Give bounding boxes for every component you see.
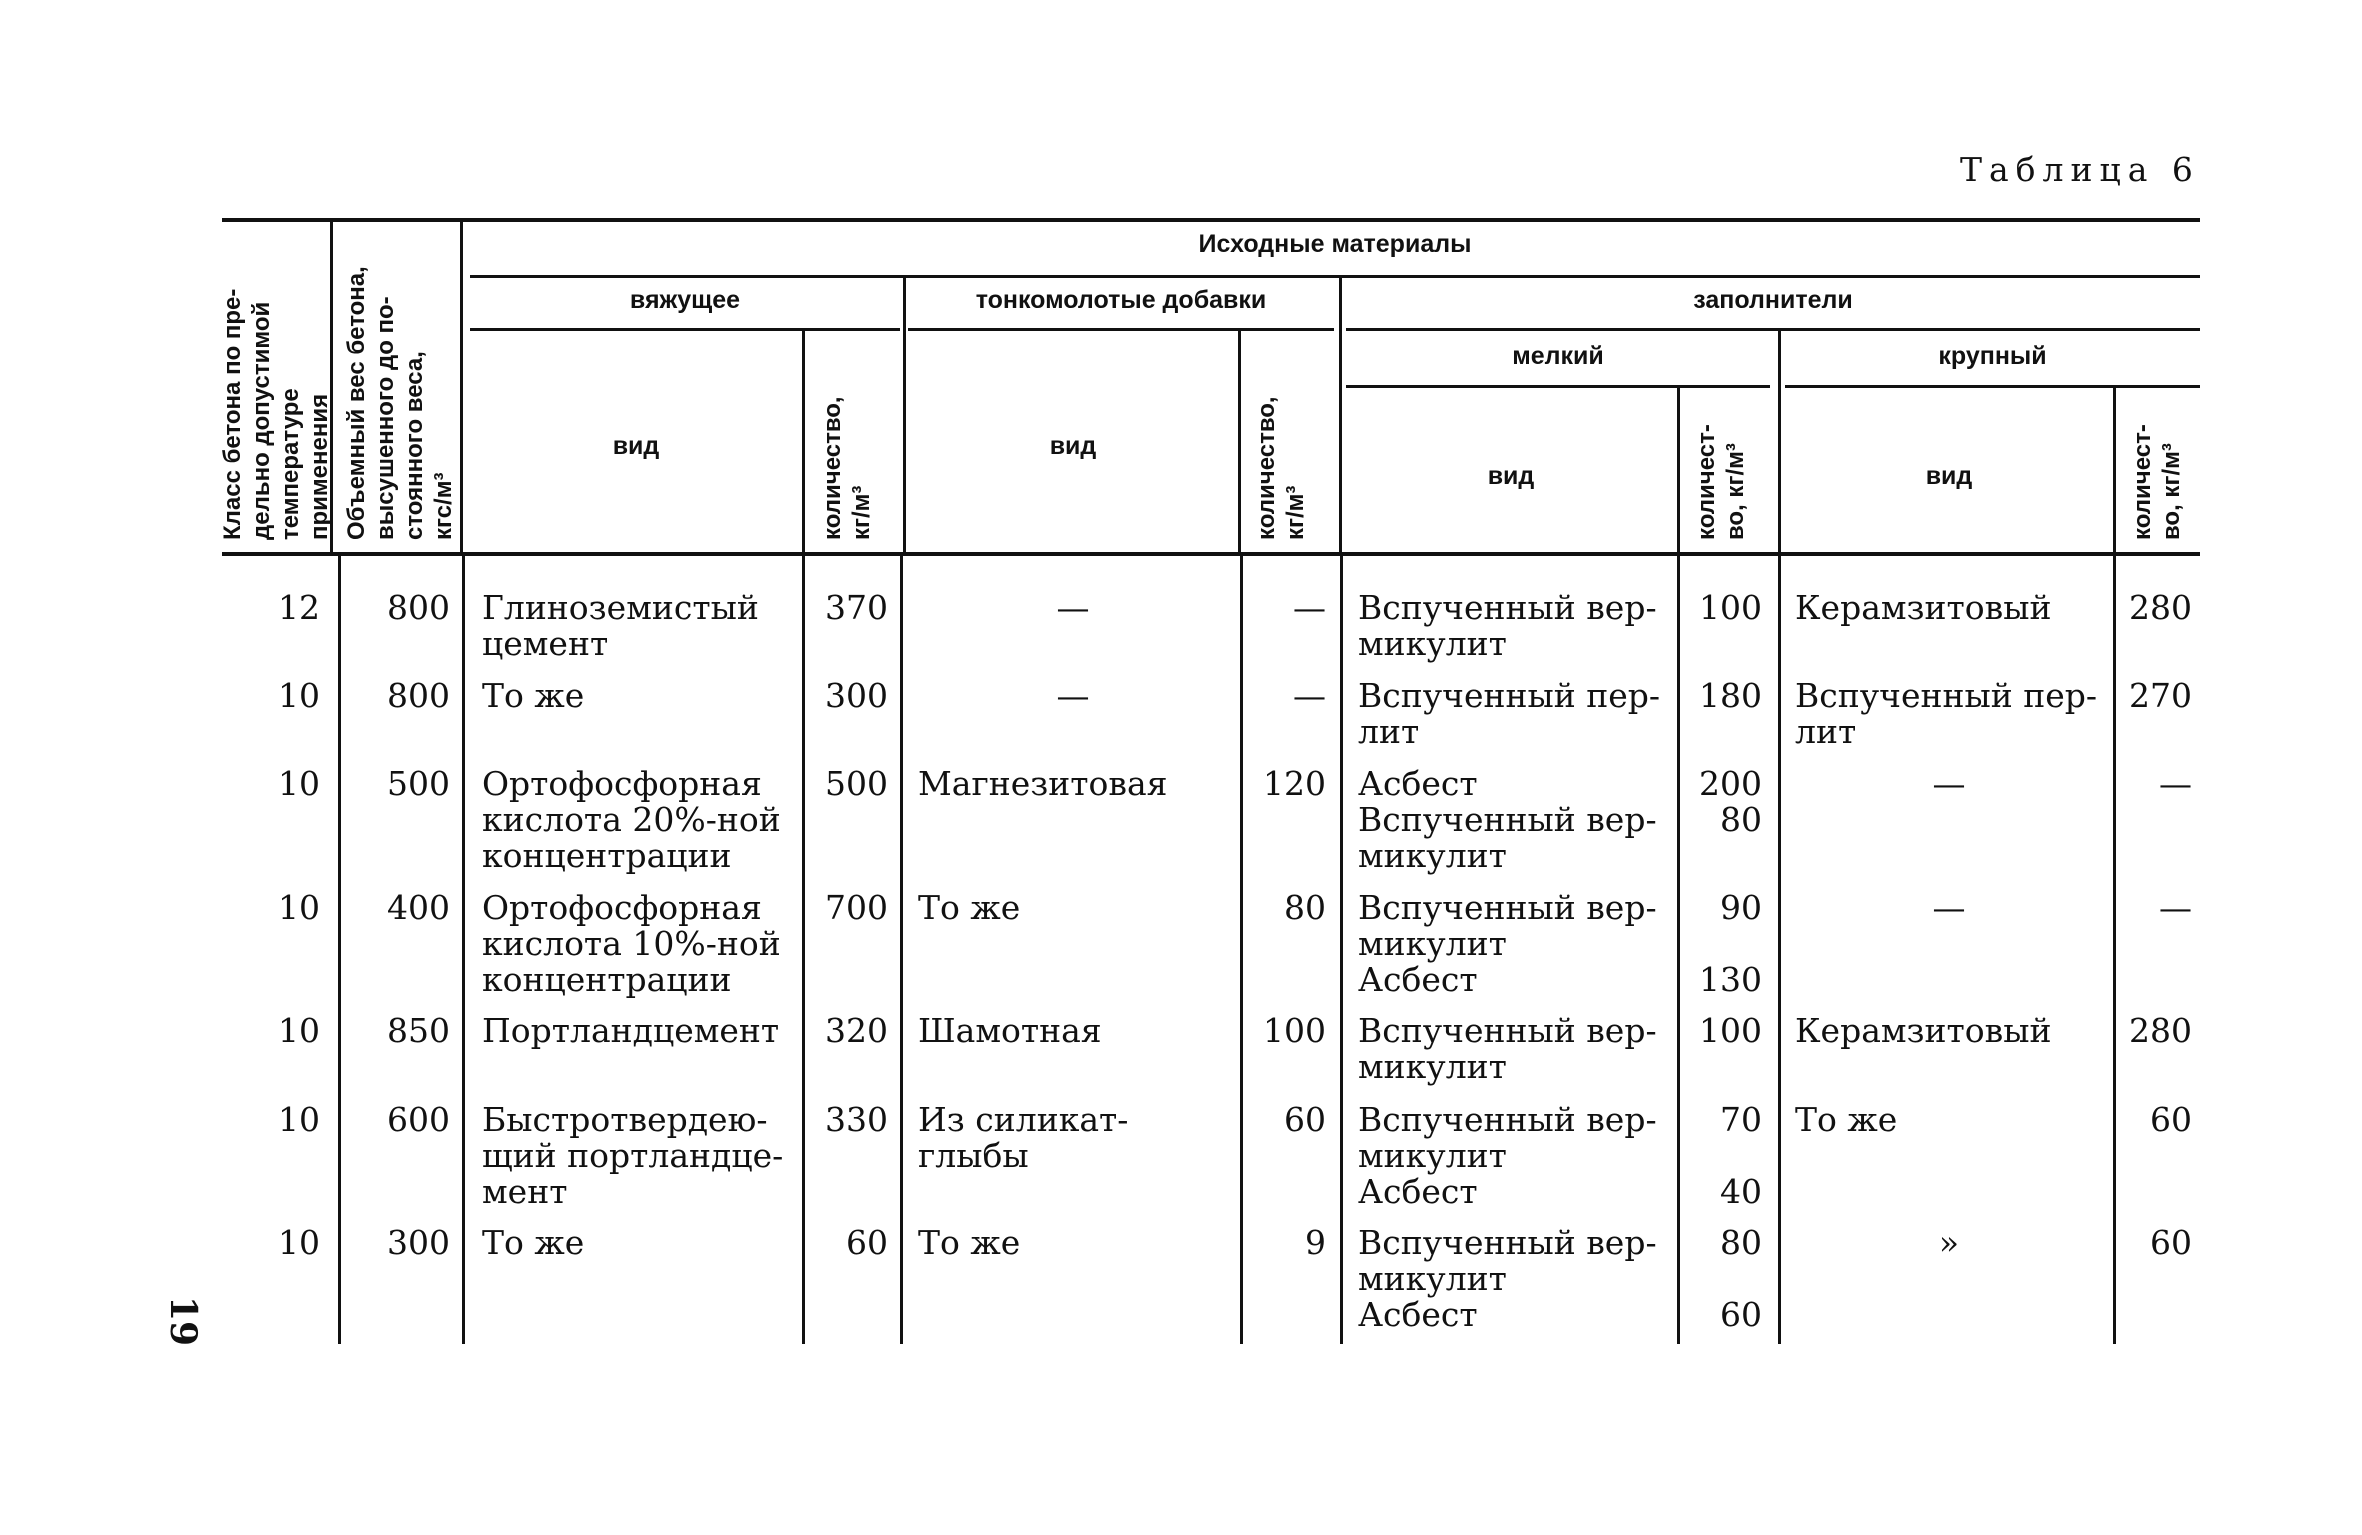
rule-additives [908, 328, 1334, 331]
fine-kind-line: микулит [1358, 624, 1507, 663]
coarse-qty-cell: 280 [2129, 588, 2192, 627]
rule-aggregates [1346, 328, 2200, 331]
coarse-kind-line: Керамзитовый [1795, 588, 2052, 627]
fine-kind-line: Вспученный пер- [1358, 676, 1661, 715]
class-cell: 10 [278, 888, 320, 927]
header-fine-additives: тонкомолотые добавки [975, 286, 1267, 314]
fine-qty-cell: 180 [1699, 676, 1762, 715]
density-cell: 850 [387, 1011, 450, 1050]
density-cell: 600 [387, 1100, 450, 1139]
additive-qty-cell: 80 [1284, 888, 1326, 927]
header-fine: мелкий [1512, 342, 1604, 370]
additive-qty-cell: 9 [1305, 1223, 1326, 1262]
fine-qty-cell: 200 [1699, 764, 1762, 803]
fine-qty-cell: 80 [1720, 800, 1762, 839]
additive-qty-cell: — [1293, 676, 1326, 715]
rule-source-materials [470, 275, 2200, 278]
additive-qty-cell: — [1293, 588, 1326, 627]
density-cell: 300 [387, 1223, 450, 1262]
binder-kind-line: Портландцемент [482, 1011, 780, 1050]
coarse-kind-line: Керамзитовый [1795, 1011, 2052, 1050]
binder-kind-line: щий портландце- [482, 1136, 784, 1175]
vrule-binder-qty [802, 331, 805, 552]
additive-kind-line: Из силикат- [918, 1100, 1129, 1139]
fine-qty-cell: 80 [1720, 1223, 1762, 1262]
vrule-body-binder-right [900, 556, 903, 1344]
binder-qty-cell: 500 [825, 764, 888, 803]
page-number: 19 [162, 1295, 205, 1347]
coarse-kind-line: » [1938, 1223, 1960, 1262]
binder-kind-line: мент [482, 1172, 568, 1211]
class-cell: 10 [278, 1011, 320, 1050]
vrule-additive-qty [1238, 331, 1241, 552]
header-binder-qty: количество, кг/м³ [819, 396, 875, 540]
header-aggregates: заполнители [1693, 286, 1853, 314]
density-cell: 800 [387, 676, 450, 715]
fine-qty-cell: 130 [1699, 960, 1762, 999]
rule-coarse [1785, 385, 2200, 388]
additive-kind-line: — [1056, 676, 1090, 715]
fine-kind-line: Асбест [1358, 1172, 1478, 1211]
binder-kind-line: То же [482, 676, 585, 715]
fine-kind-line: Асбест [1358, 960, 1478, 999]
binder-qty-cell: 60 [846, 1223, 888, 1262]
coarse-qty-cell: 60 [2150, 1100, 2192, 1139]
density-cell: 500 [387, 764, 450, 803]
fine-kind-line: Асбест [1358, 764, 1478, 803]
vrule-fine-qty [1677, 388, 1680, 552]
fine-kind-line: микулит [1358, 1047, 1507, 1086]
additive-kind-line: То же [918, 888, 1021, 927]
fine-kind-line: микулит [1358, 924, 1507, 963]
binder-kind-line: Глиноземистый [482, 588, 759, 627]
vrule-density [460, 222, 463, 552]
header-density: Объемный вес бетона, высушенного до по- стоянного веса, кгс/м³ [343, 266, 457, 540]
fine-qty-cell: 100 [1699, 588, 1762, 627]
binder-qty-cell: 330 [825, 1100, 888, 1139]
fine-kind-line: Асбест [1358, 1295, 1478, 1334]
additive-qty-cell: 60 [1284, 1100, 1326, 1139]
coarse-qty-cell: 270 [2129, 676, 2192, 715]
coarse-kind-line: Вспученный пер- [1795, 676, 2098, 715]
binder-kind-line: концентрации [482, 960, 732, 999]
binder-qty-cell: 320 [825, 1011, 888, 1050]
fine-kind-line: Вспученный вер- [1358, 588, 1657, 627]
vrule-body-density [462, 556, 465, 1344]
fine-kind-line: Вспученный вер- [1358, 800, 1657, 839]
fine-qty-cell: 40 [1720, 1172, 1762, 1211]
header-fine-qty: количест- во, кг/м³ [1693, 424, 1749, 540]
vrule-body-fine-qty [1677, 556, 1680, 1344]
fine-kind-line: Вспученный вер- [1358, 1223, 1657, 1262]
fine-qty-cell: 60 [1720, 1295, 1762, 1334]
class-cell: 10 [278, 1100, 320, 1139]
binder-qty-cell: 700 [825, 888, 888, 927]
density-cell: 400 [387, 888, 450, 927]
fine-qty-cell: 70 [1720, 1100, 1762, 1139]
vrule-body-additive-qty [1240, 556, 1243, 1344]
additive-qty-cell: 100 [1263, 1011, 1326, 1050]
coarse-qty-cell: 60 [2150, 1223, 2192, 1262]
table-caption: Таблица 6 [1960, 150, 2200, 189]
vrule-body-class [338, 556, 341, 1344]
class-cell: 10 [278, 764, 320, 803]
header-additive-kind: вид [1049, 432, 1097, 460]
binder-kind-line: Ортофосфорная [482, 888, 762, 927]
header-fine-kind: вид [1487, 462, 1535, 490]
rule-binder [470, 328, 900, 331]
header-coarse-kind: вид [1925, 462, 1973, 490]
header-class: Класс бетона по пре- дельно допустимой температуре применения [219, 288, 333, 540]
header-coarse-qty: количест- во, кг/м³ [2129, 424, 2185, 540]
fine-kind-line: микулит [1358, 1259, 1507, 1298]
header-coarse: крупный [1938, 342, 2047, 370]
coarse-kind-line: лит [1795, 712, 1857, 751]
binder-qty-cell: 300 [825, 676, 888, 715]
additive-kind-line: Магнезитовая [918, 764, 1168, 803]
class-cell: 10 [278, 1223, 320, 1262]
coarse-kind-line: То же [1795, 1100, 1898, 1139]
vrule-additive-right [1339, 278, 1342, 552]
additive-qty-cell: 120 [1263, 764, 1326, 803]
fine-kind-line: Вспученный вер- [1358, 1011, 1657, 1050]
vrule-body-additive-right [1340, 556, 1343, 1344]
additive-kind-line: Шамотная [918, 1011, 1102, 1050]
binder-kind-line: концентрации [482, 836, 732, 875]
vrule-fine-right [1778, 331, 1781, 552]
class-cell: 10 [278, 676, 320, 715]
header-additive-qty: количество, кг/м³ [1253, 396, 1309, 540]
fine-qty-cell: 100 [1699, 1011, 1762, 1050]
fine-kind-line: Вспученный вер- [1358, 888, 1657, 927]
class-cell: 12 [278, 588, 320, 627]
fine-kind-line: микулит [1358, 1136, 1507, 1175]
binder-kind-line: Ортофосфорная [482, 764, 762, 803]
additive-kind-line: То же [918, 1223, 1021, 1262]
coarse-qty-cell: 280 [2129, 1011, 2192, 1050]
binder-kind-line: цемент [482, 624, 609, 663]
vrule-coarse-qty [2113, 388, 2116, 552]
header-bottom-rule [222, 552, 2200, 556]
binder-kind-line: Быстротвердею- [482, 1100, 768, 1139]
vrule-body-fine-right [1778, 556, 1781, 1344]
header-source-materials: Исходные материалы [1198, 230, 1472, 258]
density-cell: 800 [387, 588, 450, 627]
header-binder: вяжущее [629, 286, 741, 314]
coarse-qty-cell: — [2159, 888, 2192, 927]
binder-qty-cell: 370 [825, 588, 888, 627]
vrule-body-binder-qty [802, 556, 805, 1344]
rule-fine [1346, 385, 1770, 388]
coarse-kind-line: — [1932, 764, 1966, 803]
coarse-qty-cell: — [2159, 764, 2192, 803]
vrule-body-coarse-qty [2113, 556, 2116, 1344]
fine-kind-line: Вспученный вер- [1358, 1100, 1657, 1139]
additive-kind-line: — [1056, 588, 1090, 627]
fine-kind-line: лит [1358, 712, 1420, 751]
additive-kind-line: глыбы [918, 1136, 1029, 1175]
fine-kind-line: микулит [1358, 836, 1507, 875]
binder-kind-line: То же [482, 1223, 585, 1262]
fine-qty-cell: 90 [1720, 888, 1762, 927]
coarse-kind-line: — [1932, 888, 1966, 927]
table-top-rule [222, 218, 2200, 222]
binder-kind-line: кислота 10%-ной [482, 924, 781, 963]
binder-kind-line: кислота 20%-ной [482, 800, 781, 839]
header-binder-kind: вид [612, 432, 660, 460]
vrule-binder-right [903, 278, 906, 552]
